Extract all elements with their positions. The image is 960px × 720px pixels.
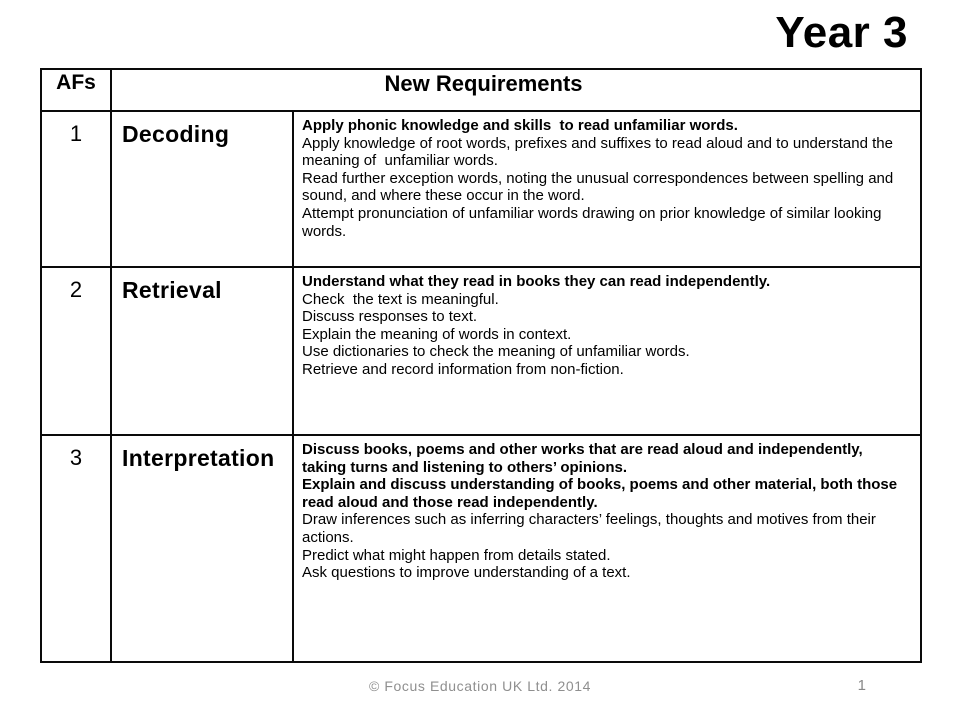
af-number: 3: [41, 435, 111, 662]
requirement-line: Discuss responses to text.: [302, 308, 478, 326]
footer-copyright: © Focus Education UK Ltd. 2014: [368, 678, 592, 694]
requirement-line: Use dictionaries to check the meaning of unfamiliar words.: [302, 343, 690, 361]
page-title: Year 3: [775, 8, 908, 57]
requirement-line: Understand what they read in books they can read independently.: [302, 273, 771, 290]
strand-label: Decoding: [111, 111, 293, 267]
strand-label: Interpretation: [111, 435, 293, 662]
column-header-new-requirements: New Requirements: [111, 69, 921, 111]
requirements-cell: [293, 435, 921, 662]
table-row-interpretation: [41, 435, 921, 662]
requirement-line: Check the text is meaningful.: [302, 290, 499, 308]
table-header-row: [41, 69, 921, 111]
requirement-line: Read further exception words, noting the unusual correspondences between spelling and sound, and where these occur in the word.: [302, 169, 898, 205]
requirement-line: Attempt pronunciation of unfamiliar words drawing on prior knowledge of similar looking words.: [302, 204, 886, 240]
column-header-afs: AFs: [41, 69, 111, 111]
requirement-line: Discuss books, poems and other works that are read aloud and independently, taking turns and listening to others’ opinions.: [302, 441, 867, 476]
requirements-cell: [293, 111, 921, 267]
requirement-line: Explain and discuss understanding of books, poems and other material, both those read aloud and those read independently.: [302, 476, 902, 511]
table-row-decoding: [41, 111, 921, 267]
page-number: 1: [857, 677, 866, 694]
requirement-line: Apply knowledge of root words, prefixes and suffixes to read aloud and to understand the meaning of unfamiliar words.: [302, 134, 898, 170]
table-row-retrieval: [41, 267, 921, 435]
requirement-line: Apply phonic knowledge and skills to read unfamiliar words.: [302, 117, 738, 134]
requirement-line: Ask questions to improve understanding of a text.: [302, 564, 631, 582]
requirement-line: Draw inferences such as inferring characters’ feelings, thoughts and motives from their actions.: [302, 511, 881, 546]
strand-label: Retrieval: [111, 267, 293, 435]
af-number: 2: [41, 267, 111, 435]
requirements-table: [40, 68, 922, 663]
requirement-line: Retrieve and record information from non-fiction.: [302, 360, 624, 378]
requirement-line: Predict what might happen from details stated.: [302, 546, 611, 564]
requirements-cell: [293, 267, 921, 435]
requirement-line: Explain the meaning of words in context.: [302, 325, 572, 343]
af-number: 1: [41, 111, 111, 267]
